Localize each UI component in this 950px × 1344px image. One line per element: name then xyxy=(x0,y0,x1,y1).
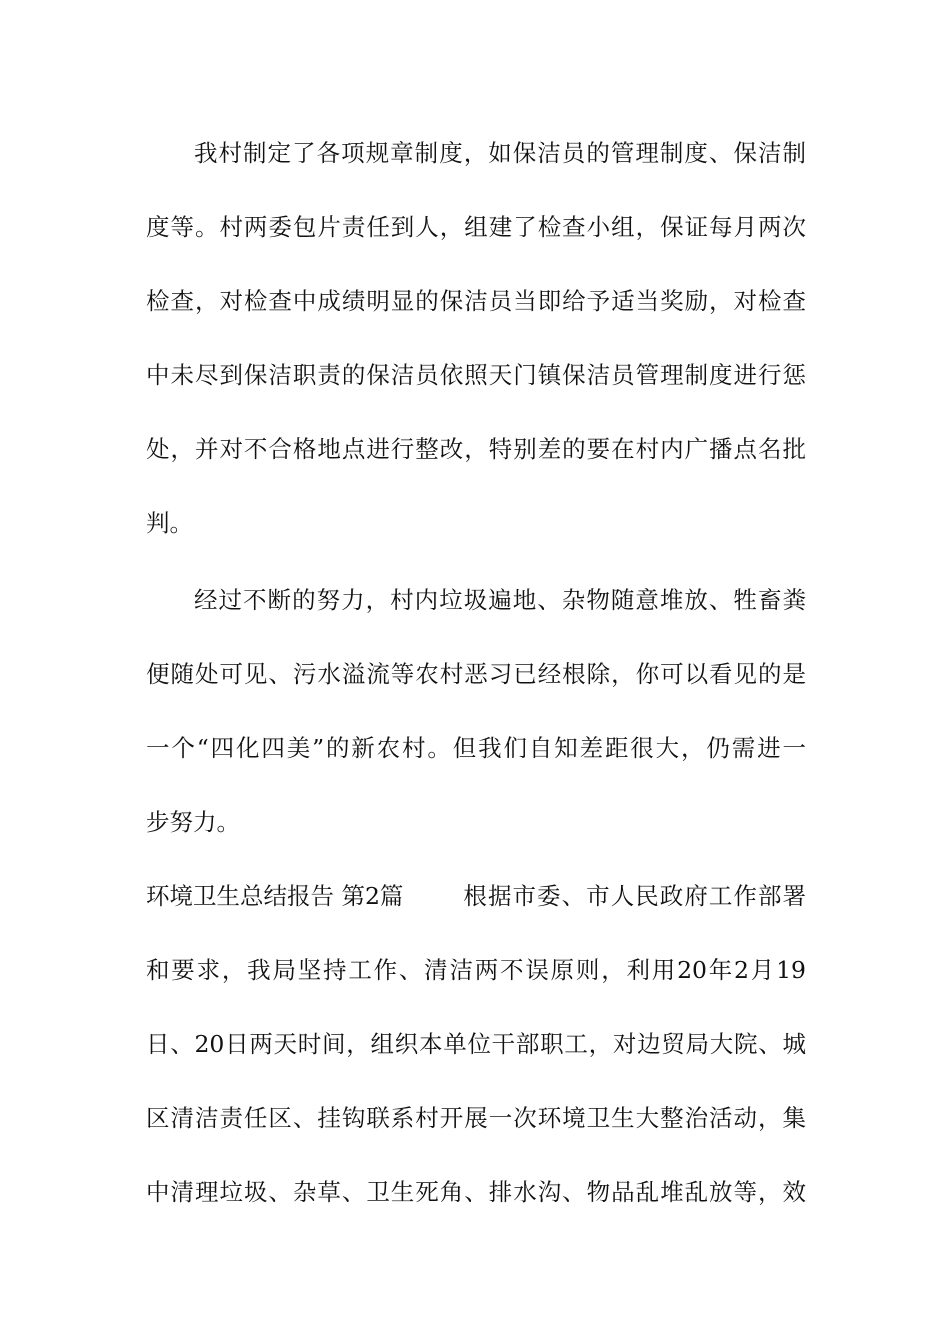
paragraph-3-line-2: 和要求，我局坚持工作、清洁两不误原则，利用20年2月19 xyxy=(146,956,806,984)
paragraph-1-line-5: 处，并对不合格地点进行整改，特别差的要在村内广播点名批 xyxy=(146,435,806,463)
paragraph-1-line-1: 我村制定了各项规章制度，如保洁员的管理制度、保洁制 xyxy=(194,139,806,167)
paragraph-3-line-1: 根据市委、市人民政府工作部署 xyxy=(463,882,806,910)
paragraph-1-line-4: 中未尽到保洁职责的保洁员依照天门镇保洁员管理制度进行惩 xyxy=(146,361,806,389)
paragraph-1-line-2: 度等。村两委包片责任到人，组建了检查小组，保证每月两次 xyxy=(146,213,806,241)
paragraph-3-line-4: 区清洁责任区、挂钩联系村开展一次环境卫生大整治活动，集 xyxy=(146,1104,806,1132)
paragraph-1-line-3: 检查，对检查中成绩明显的保洁员当即给予适当奖励，对检查 xyxy=(146,287,806,315)
paragraph-1-line-6: 判。 xyxy=(146,509,193,537)
paragraph-2-line-2: 便随处可见、污水溢流等农村恶习已经根除，你可以看见的是 xyxy=(146,660,806,688)
section-heading-line xyxy=(146,876,806,916)
paragraph-3-line-3: 日、20日两天时间，组织本单位干部职工，对边贸局大院、城 xyxy=(146,1030,806,1058)
paragraph-2-line-4: 步努力。 xyxy=(146,808,240,836)
paragraph-2-line-1: 经过不断的努力，村内垃圾遍地、杂物随意堆放、牲畜粪 xyxy=(194,586,806,614)
section-heading: 环境卫生总结报告 第2篇 xyxy=(146,882,404,910)
paragraph-3-line-5: 中清理垃圾、杂草、卫生死角、排水沟、物品乱堆乱放等，效 xyxy=(146,1178,806,1206)
paragraph-2-line-3: 一个“四化四美”的新农村。但我们自知差距很大，仍需进一 xyxy=(146,734,806,762)
